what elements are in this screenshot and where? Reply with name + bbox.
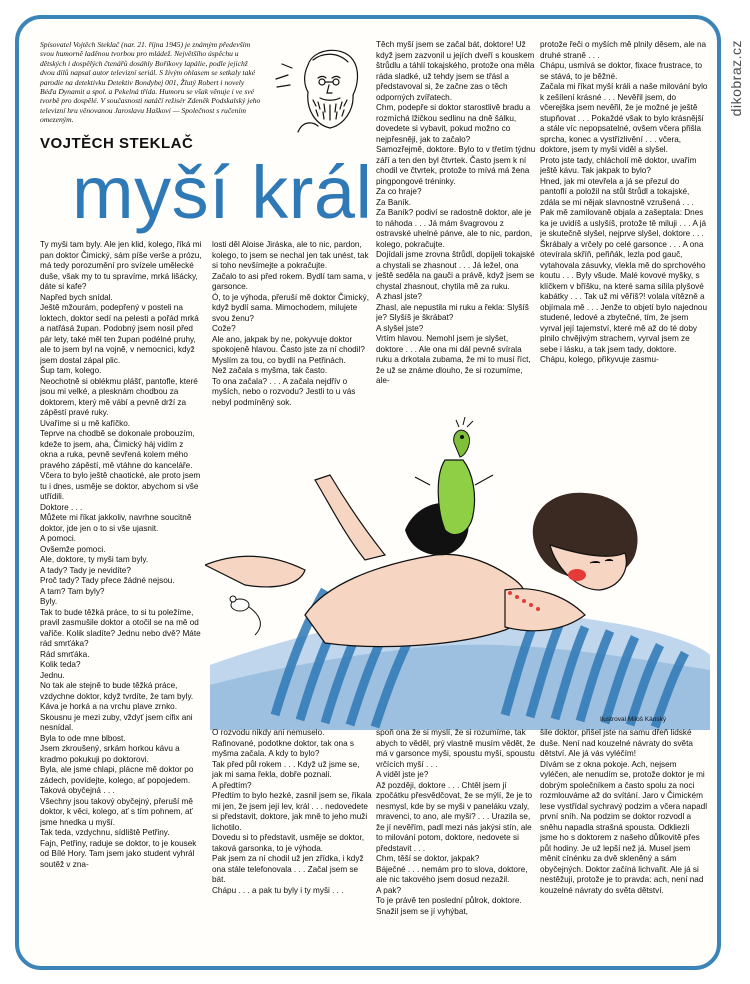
story-title: myší král	[72, 151, 373, 234]
author-portrait-sketch	[268, 40, 368, 135]
text-column-3: Těch myší jsem se začal bát, doktore! Už když jsem zazvonil u jejích dveří s kouskem štrůdlu a táhlí tokajského, protože ona měla ráda sladké, už tehdy jsem se třásl a představoval si, že začne zas o těch odporných zvířatech. Chm, podepře si doktor starostlivě bradu a rozmíchá lžičkou sedlinu na dně šálku, dovedete si vybavit, pokud možno co nejpřesněji, jak to začalo? Samozřejmě, doktore. Bylo to v třetím týdnu září a ten den byl čtvrtek. Často jsem k ní chodil ve čtvrtek, protože to mívá má žena pingpongové tréninky. Za co hraje? Za Baník. Za Baník? podiví se radostně doktor, ale je to náhoda . . . Já mám švagrovou z ostravské uhelné pánve, ale to nic, pardon, kolego, pokračujte. Dojídali jsme zrovna štrůdl, dopíjeli tokajské a chystali se zhasnout . . . Já ležel, ona ještě seděla na gauči a právě, když jsem se chystal zhasnout, chytila mě za ruku. A zhasl jste? Zhasl, ale nepustila mi ruku a řekla: Slyšíš je? Slyšíš je škrábat? A slyšel jste? Vrtím hlavou. Nemohl jsem je slyšet, doktore . . . Ale ona mi dál pevně svírala ruku a drkotala zubama, že mi to musí říct, že už se známe dlouho, že si rozumíme, ale-	[376, 40, 536, 385]
text-column-2-bottom: O rozvodu nikdy ani nemuselo. Rafinované, podotkne doktor, tak ona s myšma začala. A kdy to bylo? Tak před půl rokem . . . Když už jsme se, jak mi sama řekla, dobře poznali. A předtím? Předtím to bylo hezké, zasnil jsem se, říkala mi jen, že jsem její lev, král . . . nedovedete si představit, doktore, jak mně to jeho muži lichotilo. Dovedu si to představit, usměje se doktor, taková garsonka, to je výhoda. Pak jsem za ní chodil už jen zřídka, i když ona stále telefonovala . . . Začal jsem se bát. Chápu . . . a pak tu byly i ty myši . . .	[212, 728, 372, 895]
text-column-1: Ty myši tam byly. Ale jen klid, kolego, říká mi pan doktor Čimický, sám píše verše a prózu, má tedy porozumění pro svízele umělecké duše, však my to tu spravíme, mrká lišácky, dáte si kafe? Napřed bych snídal. Ještě mžourám, podepřený v posteli na loktech, doktor sedí na pelesti a pořád mrká a natřásá župan. Podobný jsem nosil před pár lety, také měl ten župan podélné pruhy, ale to jsem byl na vojně, v nemocnici, když jsem dostal zápal plic. Šup tam, kolego. Neochotně si oblékmu plášť, pantofle, které jsou mi velké, a plesknám chodbou za doktorem, který mě vábí a pevně drží za zápěstí pravé ruky. Uvaříme si u mě kafíčko. Teprve na chodbě se dokonale probouzím, kdeže to jsem, aha, Čimický háj vidím z okna a ruka, pevně sevřená kolem mého pravého zápěstí, mě vtáhne do kanceláře. Včera to bylo ještě chaotické, ale proto jsem tu i dnes, usměje se doktor, abychom si vše utřídili. Doktore . . . Můžete mi říkat jakkoliv, navrhne soucitně doktor, jde jen o to si vše ujasnit. A pomoci. Ovšemže pomoci. Ale, doktore, ty myši tam byly. A tady? Tady je nevidíte? Proč tady? Tady přece žádné nejsou. A tam? Tam byly? Byly. Tak to bude těžká práce, to si tu poležíme, pravil zasmušile doktor a otočil se na mě od vařiče. Kolik sladíte? Jednu nebo dvě? Máte rád smrťáka? Rád smrťáka. Kolik teda? Jednu. No tak ale stejně to bude těžká práce, vzdychne doktor, když tvrdíte, že tam byly. Káva je horká a na vrchu plave zrnko. Skousnu je mezi zuby, vždyť jsem cifix ani nesnídal. Byla to ode mne blbost. Jsem zkroušený, srkám horkou kávu a kradmo pokukuji po doktorovi. Byla, ale jsme chlapi, plácne mě doktor po zádech, povídejte, kolego, ať popojedem. Taková obyčejná . . . Všechny jsou takový obyčejný, přeruší mě doktor, k věci, kolego, ať s tím pohnem, ať jsme hnedka u myší. Tak teda, vzdychnu, sídliště Petřiny. Fajn, Petřiny, raduje se doktor, to je kousek od Bílé Hory. Tam jsem jako student vyhrál soutěž v zna-	[40, 240, 202, 869]
text-column-3-bottom: spoň ona že si myslí, že si rozumíme, tak abych to věděl, prý vlastně musím vědět, že má v garsonce myši, spoustu myší, spoustu vrčících myší . . . A viděl jste je? Až později, doktore . . . Chtěl jsem jí zpočátku přesvědčovat, že se mýlí, že je to nesmysl, kde by se myši v paneláku vzaly, mravenci, to ano, ale myši? . . . Urazila se, že jí nevěřím, padl mezi nás jakýsi stín, ale to milování potom, doktore, nedovete si představit . . . Chm, těší se doktor, jakpak? Báječné . . . nemám pro to slova, doktore, ale nic takového jsem dosud nezažil. A pak? To je právě ten poslední půlrok, doktore. Snažil jsem se jí vyhýbat,	[376, 728, 536, 916]
author-intro: Spisovatel Vojtěch Steklač (nar. 21. října 1945) je známým především svou humorně laděnou tvorbou pro mládež. Největšího úspěchu u dětských i dospělých čtenářů dosáhly Boříkovy lapálie, podle jejichž dvou dílů napsal autor televizní seriál. S živým ohlasem se setkaly také parodie na detektivku Detektiv Bondybej 001, Žlutý Robert i novely Béďa Dynamit a spol. a Pekelná třída. Humoru se však věnuje i ve své tvorbě pro dospělé. V současnosti natáčí režisér Zdeněk Podskalský jeho televizní hru věnovanou Jaroslavu Haškovi — Společnost s ručením omezeným.	[40, 40, 261, 125]
story-illustration	[205, 415, 710, 730]
illustrator-credit: Ilustroval Miloš Kánský	[600, 716, 667, 723]
brand-watermark: dikobraz.cz	[728, 40, 744, 117]
text-column-4-bottom: šile doktor, přišel jste na samu dřeň lidské duše. Není nad kouzelné návraty do světa dětství. Ale já vás vyléčím! Dívám se z okna pokoje. Ach, nejsem vyléčen, ale nenudím se, protože doktor je mi dobrým společníkem a často spolu za noci rozmlouváme až do svítání. Jaro v Čimickém lese vystřídal sychravý podzim a včera napadl první sníh. Na podzim se doktor rozvodl a sněhu napadla strašná spousta. Odkliezli jsme ho s doktorem z našeho důlkovitě přes půl hodiny. Je už lepší než já. Musel jsem měnit cínénku za dvě skleněný a sám obyčejných. Doktor začíná lichvařit. Ale já si nestěžuji, protože je to pravda: ach, není nad kouzelné návraty do světa dětství.	[540, 728, 708, 895]
text-column-4: protože řeči o myších mě plnily děsem, ale na druhé straně . . . Chápu, usmívá se doktor, fixace frustrace, to se stává, to je běžné. Začala mi říkat myší králi a naše milování bylo k zešílení krásné . . . Nevěřil jsem, do včerejška jsem nevěřil, že je možné je ještě stupňovat . . . Pokaždé však to bylo krásnější a stále víc nepopsatelné, ovšem včera přišla sprcha, konec a vystřízlivění . . . včera, doktore, jsem ty myši viděl a slyšel. Proto jste tady, chlácholí mě doktor, uvařím ještě kávu. Tak jakpak to bylo? Hned, jak mi otevřela a já se přezul do pantoflí a položil na stůl štrůdl a tokajské, zdála se mi nějak slavnostně vzrušená . . . Pak mě zamilovaně objala a zašeptala: Dnes ka je uvidíš a uslyšíš, protože tě miluji . . . A já je skutečně slyšel, nejprve slyšel, doktore . . . Škrábaly a vrčely po celé garsonce . . . A ona otevírala skříň, peřiňák, lezla pod gauč, vytahovala zásuvky, vlekla mě do sprchového koutu . . . Byly všude. Malé kovové myšky, s klíčkem v bříšku, na které sama sílila plyšové kabátky . . . Tak už mi věříš?! volala vítězně a objímala mě . . . Jenže to objetí bylo najednou studené, ledové a zbytečné, tím, že jsem vyrval její tajemství, které mě až do té doby plnilo chvějivým strachem, vyrval jsem ze sebe i lásku, a tak jsem tady, doktore. Chápu, kolego, přikyvuje zasmu-	[540, 40, 708, 364]
text-column-2: losti děl Aloise Jiráska, ale to nic, pardon, kolego, to jsem se nechal jen tak unést, tak si toho nevšímejte a pokračujte. Začalo to asi před rokem. Bydlí tam sama, v garsonce. Ó, to je výhoda, přeruší mě doktor Čimický, když bydlí sama. Mimochodem, milujete svou ženu? Cože? Ale ano, jakpak by ne, pokyvuje doktor spokojeně hlavou. Často jste za ní chodil? Myslím za tou, co bydlí na Petřinách. Než začala s myšma, tak často. To ona začala? . . . A začala nejdřív o myších, nebo o rozvodu? Jestli to u vás nebyl podmíněný sok.	[212, 240, 372, 407]
author-name: VOJTĚCH STEKLAČ	[40, 135, 194, 152]
